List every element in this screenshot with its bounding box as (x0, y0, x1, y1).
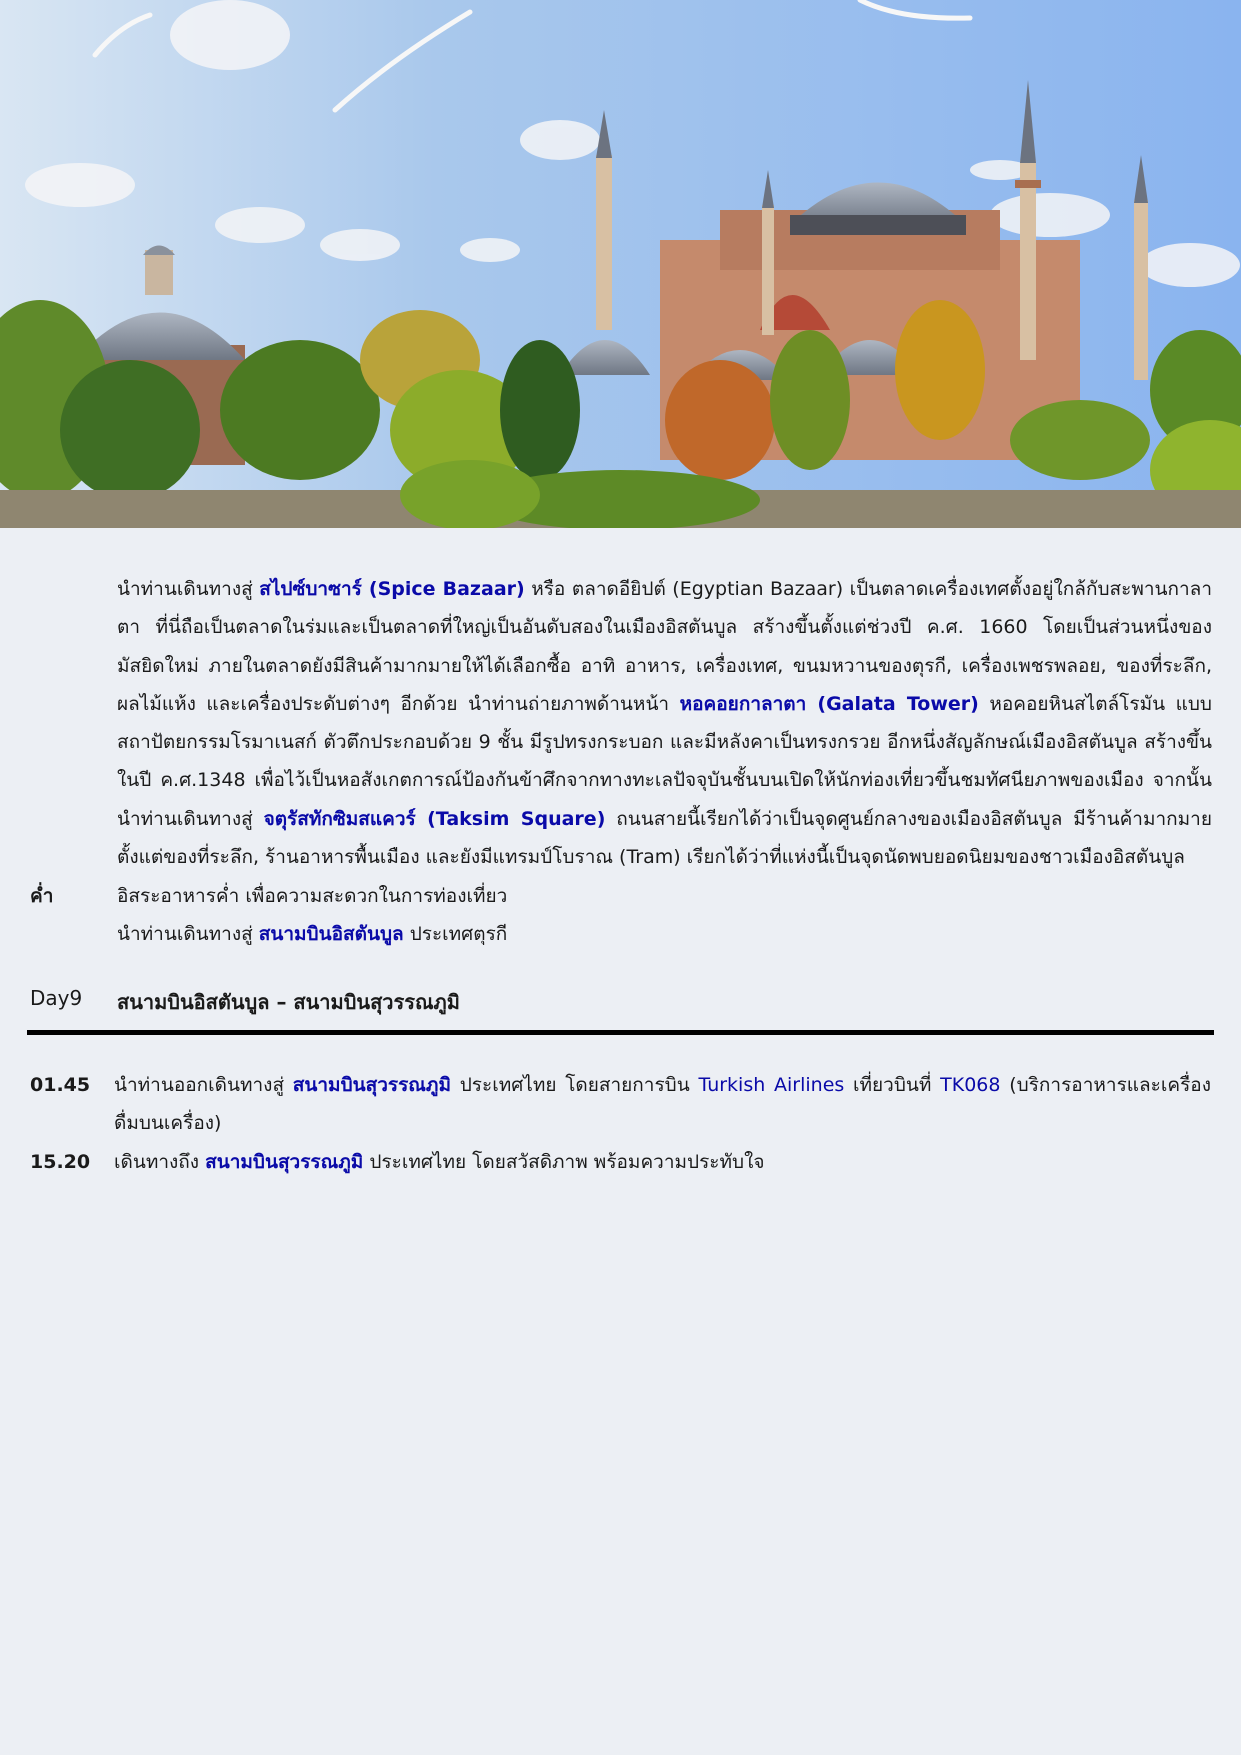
hero-image-hagia-sophia (0, 0, 1241, 528)
flight-number-highlight: TK068 (940, 1074, 1001, 1096)
paragraph-text: หรือ ตลาดอียิปต์ (Egyptian Bazaar) เป็นตลาดเครื่องเทศตั้งอยู่ใกล้กับสะพานกาลาตา ที่นี่ถือเป็นตลาดในร่มและเป็นตลาดที่ใหญ่เป็นอันดับสองในเมืองอิสตันบูล สร้างขึ้นตั้งแต่ช่วงปี ค.ศ. 1660 โดยเป็นส่วนหนึ่งของมัสยิดใหม่ ภายในตลาดยังมีสินค้ามากมายให้ได้เลือกซื้อ อาทิ อาหาร, เครื่องเทศ, ขนมหวานของตุรกี, เครื่องเพชรพลอย, ของที่ระลึก, ผลไม้แห้ง และเครื่องประดับต่างๆ อีกด้วย นำท่านถ่ายภาพด้านหน้า (117, 578, 1212, 715)
schedule-text: ประเทศไทย โดยสายการบิน (450, 1074, 699, 1096)
dinner-text: อิสระอาหารค่ำ เพื่อความสะดวกในการท่องเที่ยว (117, 885, 508, 907)
suvarnabhumi-highlight: สนามบินสุวรรณภูมิ (292, 1074, 451, 1096)
airline-highlight: Turkish Airlines (698, 1074, 845, 1096)
schedule-entry (114, 1066, 1211, 1143)
day-header (27, 986, 1214, 1022)
schedule-entry (114, 1143, 1211, 1181)
suvarnabhumi-highlight: สนามบินสุวรรณภูมิ (205, 1151, 364, 1173)
day-divider (27, 1030, 1214, 1035)
spice-bazaar-highlight: สไปซ์บาซาร์ (Spice Bazaar) (259, 578, 525, 600)
dinner-label: ค่ำ (30, 885, 54, 907)
galata-tower-highlight: หอคอยกาลาตา (Galata Tower) (679, 692, 979, 715)
schedule-text: (บริการอาหารและเครื่องดื่มบนเครื่อง) (114, 1074, 1211, 1135)
schedule-time: 01.45 (30, 1074, 91, 1096)
taksim-square-highlight: จตุรัสทักซิมสแควร์ (Taksim Square) (263, 807, 606, 830)
schedule-text: นำท่านออกเดินทางสู่ (114, 1074, 293, 1096)
day-title: สนามบินอิสตันบูล – สนามบินสุวรรณภูมิ (117, 990, 460, 1014)
day-number: Day9 (30, 986, 83, 1010)
schedule-time: 15.20 (30, 1151, 91, 1173)
schedule-text: ประเทศไทย โดยสวัสดิภาพ พร้อมความประทับใจ (363, 1151, 765, 1173)
day-description-paragraph (117, 570, 1212, 876)
transfer-text: นำท่านเดินทางสู่ (117, 923, 259, 945)
paragraph-text: หอคอยหินสไตล์โรมัน แบบสถาปัตยกรรมโรมาเนสก์ ตัวตึกประกอบด้วย 9 ชั้น มีรูปทรงกระบอก และมีหลังคาเป็นทรงกรวย อีกหนึ่งสัญลักษณ์เมืองอิสตันบูล สร้างขึ้นในปี ค.ศ.1348 เพื่อไว้เป็นหอสังเกตการณ์ป้องกันข้าศึกจากทางทะเลปัจจุบันชั้นบนเปิดให้นักท่องเที่ยวขึ้นชมทัศนียภาพของเมือง จากนั้นนำท่านเดินทางสู่ (117, 692, 1212, 830)
istanbul-airport-highlight: สนามบินอิสตันบูล (258, 923, 404, 945)
schedule-text: เที่ยวบินที่ (844, 1074, 941, 1096)
schedule-text: เดินทางถึง (114, 1151, 206, 1173)
paragraph-text: นำท่านเดินทางสู่ (117, 578, 260, 600)
transfer-text: ประเทศตุรกี (403, 923, 508, 945)
transfer-line (117, 915, 507, 953)
paragraph-text: ถนนสายนี้เรียกได้ว่าเป็นจุดศูนย์กลางของเมืองอิสตันบูล มีร้านค้ามากมาย ตั้งแต่ของที่ระลึก, ร้านอาหารพื้นเมือง และยังมีแทรมป์โบราณ (Tram) เรียกได้ว่าที่แห่งนี้เป็นจุดนัดพบยอดนิยมของชาวเมืองอิสตันบูล (117, 807, 1212, 869)
